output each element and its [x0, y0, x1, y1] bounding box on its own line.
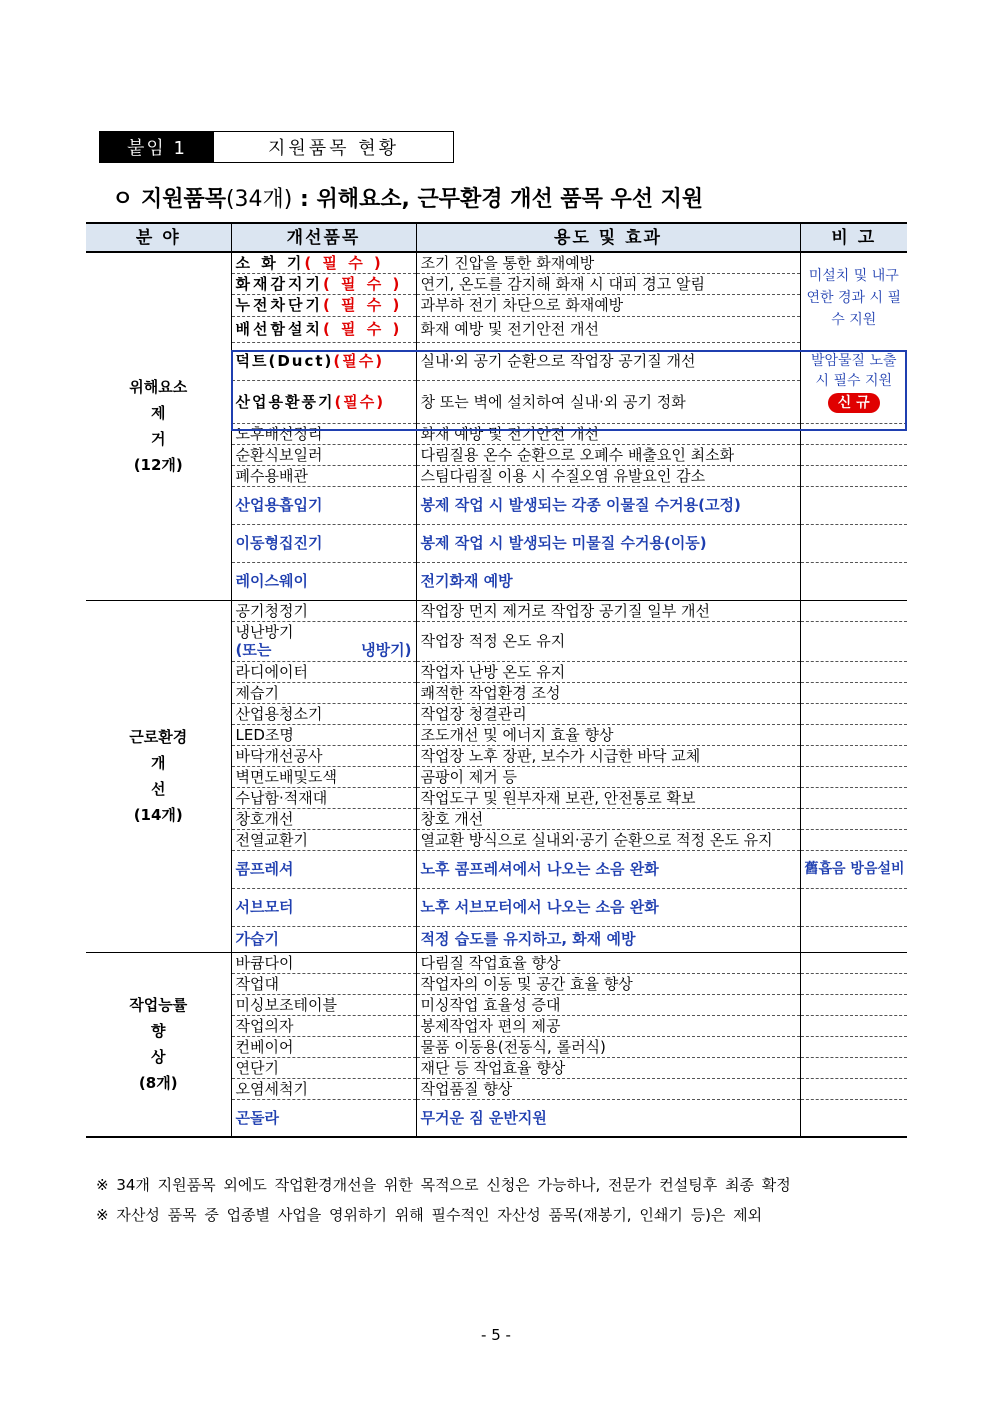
- use-cell: 열교환 방식으로 실내외·공기 순환으로 적정 온도 유지: [416, 829, 800, 850]
- item-name: 폐수용배관: [235, 466, 308, 485]
- item-cell: [231, 973, 416, 994]
- use-cell: 다림질용 온수 순환으로 오폐수 배출요인 최소화: [416, 444, 800, 465]
- item-cell: [231, 787, 416, 808]
- attachment-label: [99, 131, 454, 163]
- note-cell: [800, 973, 907, 994]
- table-row: [86, 952, 907, 973]
- items-table: [86, 222, 907, 1138]
- note-cell: [800, 1057, 907, 1078]
- item-name: 화재감지기: [235, 274, 323, 293]
- use-cell: 창호 개선: [416, 808, 800, 829]
- note-cell: [800, 808, 907, 829]
- item-name: 가습기: [235, 930, 279, 948]
- category-count: (8개): [138, 1074, 178, 1093]
- item-cell: [231, 724, 416, 745]
- category-cell: [86, 252, 231, 600]
- item-name: 라디에이터: [235, 662, 308, 681]
- item-cell: [231, 600, 416, 621]
- item-name: 제습기: [235, 683, 279, 702]
- item-cell: [231, 1036, 416, 1057]
- item-name: 서브모터: [235, 898, 294, 916]
- item-cell: [231, 423, 416, 444]
- footnote: ※ 34개 지원품목 외에도 작업환경개선을 위한 목적으로 신청은 가능하나, 전문가 컨설팅후 최종 확정: [96, 1176, 791, 1194]
- item-cell: [231, 273, 416, 294]
- item-cell: [231, 808, 416, 829]
- use-cell: 작업장 청결관리: [416, 703, 800, 724]
- item-cell: [231, 380, 416, 423]
- item-cell: [231, 1057, 416, 1078]
- header-note: 비 고: [800, 223, 907, 252]
- use-cell: 봉제 작업 시 발생되는 각종 이물질 수거용(고정): [416, 486, 800, 524]
- item-cell: [231, 745, 416, 766]
- item-name: 전열교환기: [235, 830, 308, 849]
- page-number: - 5 -: [481, 1326, 511, 1344]
- item-name: 산업용환풍기: [235, 392, 335, 411]
- use-cell: 화재 예방 및 전기안전 개선: [416, 316, 800, 342]
- note-cell: [800, 661, 907, 682]
- item-name: 창호개선: [235, 809, 294, 828]
- note-cell: [800, 486, 907, 524]
- use-cell: 봉제작업자 편의 제공: [416, 1015, 800, 1036]
- item-name: 노후배선정리: [235, 424, 323, 443]
- item-name: 컨베이어: [235, 1037, 294, 1056]
- item-cell: [231, 1015, 416, 1036]
- required-tag: (필수): [334, 392, 386, 411]
- item-cell: [231, 316, 416, 342]
- footnotes: [96, 1170, 791, 1230]
- category-line1: 근로환경: [129, 728, 188, 746]
- heading-sub: 위해요소, 근무환경 개선 품목 우선 지원: [316, 187, 704, 212]
- category-count: (14개): [133, 806, 183, 824]
- use-cell: 작업품질 향상: [416, 1078, 800, 1099]
- item-name: 오염세척기: [235, 1079, 308, 1098]
- item-cell: [231, 952, 416, 973]
- item-cell: [231, 850, 416, 888]
- note-cell: [800, 926, 907, 952]
- use-cell: 조도개선 및 에너지 효율 향상: [416, 724, 800, 745]
- required-tag: ( 필 수 ): [322, 296, 403, 314]
- new-badge: 신 규: [828, 393, 880, 413]
- use-cell: 곰팡이 제거 등: [416, 766, 800, 787]
- item-cell: [231, 342, 416, 380]
- item-name: 덕트(Duct): [235, 352, 334, 370]
- item-cell: [231, 524, 416, 562]
- note-cell: [800, 952, 907, 973]
- note-cell: [800, 1099, 907, 1137]
- note-cell: [800, 994, 907, 1015]
- item-cell: [231, 926, 416, 952]
- header-item: 개선품목: [231, 223, 416, 252]
- use-cell: 작업자의 이동 및 공간 효율 향상: [416, 973, 800, 994]
- item-cell: [231, 994, 416, 1015]
- item-cell: [231, 682, 416, 703]
- use-cell: 적정 습도를 유지하고, 화재 예방: [416, 926, 800, 952]
- use-cell: 다림질 작업효율 향상: [416, 952, 800, 973]
- note-cell-dust: [800, 342, 907, 423]
- note-cell: [800, 682, 907, 703]
- category-cell: [86, 600, 231, 952]
- item-name: 산업용청소기: [235, 704, 323, 723]
- use-cell: 재단 등 작업효율 향상: [416, 1057, 800, 1078]
- use-cell: 과부하 전기 차단으로 화재예방: [416, 294, 800, 316]
- use-cell: 화재 예방 및 전기안전 개선: [416, 423, 800, 444]
- note-cell: [800, 562, 907, 600]
- use-cell: 작업장 먼지 제거로 작업장 공기질 일부 개선: [416, 600, 800, 621]
- item-name: 소 화 기: [235, 253, 305, 272]
- note-cell: [800, 1078, 907, 1099]
- item-name-alt: (또는 냉방기): [235, 641, 412, 659]
- item-name: 공기청정기: [235, 601, 308, 620]
- category-cell: [86, 952, 231, 1137]
- note-cell-mandatory: 미설치 및 내구 연한 경과 시 필수 지원: [806, 267, 901, 328]
- use-cell: 무거운 짐 운반지원: [416, 1099, 800, 1137]
- note-dust-text: 발암물질 노출 시 필수 지원: [810, 353, 897, 390]
- note-cell: [800, 787, 907, 808]
- item-name: 연단기: [235, 1058, 279, 1077]
- note-cell: [800, 745, 907, 766]
- note-cell: [800, 621, 907, 661]
- category-line1: 위해요소: [129, 378, 188, 397]
- item-name: 순환식보일러: [235, 445, 323, 464]
- item-name: 바큠다이: [235, 953, 294, 972]
- use-cell: 작업도구 및 원부자재 보관, 안전통로 확보: [416, 787, 800, 808]
- use-cell: 노후 서브모터에서 나오는 소음 완화: [416, 888, 800, 926]
- category-line2: 개 선: [151, 754, 192, 798]
- note-cell: [800, 465, 907, 486]
- note-cell: [800, 766, 907, 787]
- category-count: (12개): [133, 456, 183, 475]
- note-cell: [800, 444, 907, 465]
- use-cell: 봉제 작업 시 발생되는 미물질 수거용(이동): [416, 524, 800, 562]
- item-cell: [231, 486, 416, 524]
- item-name: 수납함·적재대: [235, 788, 328, 807]
- required-tag: ( 필 수 ): [322, 274, 403, 293]
- item-name: 곤돌라: [235, 1108, 279, 1127]
- use-cell: 전기화재 예방: [416, 562, 800, 600]
- attachment-title: 지원품목 현황: [267, 138, 400, 159]
- note-cell: [800, 724, 907, 745]
- item-name: 작업대: [235, 974, 279, 993]
- item-cell: [231, 1078, 416, 1099]
- item-cell: [231, 562, 416, 600]
- use-cell: 실내·외 공기 순환으로 작업장 공기질 개선: [416, 342, 800, 380]
- item-cell: [231, 888, 416, 926]
- category-line1: 작업능률: [129, 996, 188, 1015]
- item-cell: [231, 661, 416, 682]
- item-name: 벽면도배및도색: [235, 767, 337, 786]
- item-name: LED조명: [235, 725, 294, 744]
- item-cell: [231, 829, 416, 850]
- heading-main: 지원품목: [140, 187, 226, 212]
- item-cell: [231, 621, 416, 661]
- use-cell: 스팀다림질 이용 시 수질오염 유발요인 감소: [416, 465, 800, 486]
- attachment-tag: 붙임 1: [100, 132, 214, 162]
- heading-count: (34개): [225, 187, 293, 212]
- required-tag: ( 필 수 ): [304, 253, 384, 272]
- item-cell: [231, 294, 416, 316]
- use-cell: 작업장 적정 온도 유지: [416, 621, 800, 661]
- item-name: 냉난방기: [235, 623, 294, 641]
- note-cell: [800, 600, 907, 621]
- table-row: [86, 600, 907, 621]
- item-cell: [231, 252, 416, 273]
- section-heading: [112, 182, 703, 213]
- item-name: 작업의자: [235, 1016, 294, 1035]
- note-cell: [800, 888, 907, 926]
- use-cell: 미싱작업 효율성 증대: [416, 994, 800, 1015]
- item-cell: [231, 766, 416, 787]
- required-tag: (필수): [333, 352, 385, 370]
- use-cell: 물품 이동용(전동식, 롤러식): [416, 1036, 800, 1057]
- note-cell-noise: 舊흡음 방음설비: [800, 850, 907, 888]
- note-cell: [800, 703, 907, 724]
- category-line2: 제 거: [151, 404, 192, 449]
- required-tag: ( 필 수 ): [322, 320, 403, 338]
- use-cell: 쾌적한 작업환경 조성: [416, 682, 800, 703]
- item-name: 배선함설치: [235, 320, 323, 338]
- item-name: 산업용흡입기: [235, 496, 323, 514]
- table-row: [86, 252, 907, 273]
- header-use: 용도 및 효과: [416, 223, 800, 252]
- use-cell: 작업자 난방 온도 유지: [416, 661, 800, 682]
- item-name: 누전차단기: [235, 296, 323, 314]
- heading-bullet: ㅇ: [112, 187, 134, 212]
- note-cell: [800, 1036, 907, 1057]
- item-cell: [231, 703, 416, 724]
- note-cell: [800, 829, 907, 850]
- item-cell: [231, 444, 416, 465]
- item-name: 미싱보조테이블: [235, 995, 337, 1014]
- item-cell: [231, 1099, 416, 1137]
- use-cell: 노후 콤프레셔에서 나오는 소음 완화: [416, 850, 800, 888]
- item-name: 레이스웨이: [235, 572, 308, 590]
- item-cell: [231, 465, 416, 486]
- heading-separator: :: [292, 187, 317, 212]
- item-name: 이동형집진기: [235, 534, 323, 552]
- use-cell: 연기, 온도를 감지해 화재 시 대피 경고 알림: [416, 273, 800, 294]
- note-cell: [800, 524, 907, 562]
- footnote: ※ 자산성 품목 중 업종별 사업을 영위하기 위해 필수적인 자산성 품목(재봉기, 인쇄기 등)은 제외: [96, 1206, 763, 1224]
- use-cell: 조기 진압을 통한 화재예방: [416, 252, 800, 273]
- item-name: 콤프레셔: [235, 860, 294, 878]
- item-name: 바닥개선공사: [235, 746, 323, 765]
- note-cell: [800, 423, 907, 444]
- use-cell: 창 또는 벽에 설치하여 실내·외 공기 정화: [416, 380, 800, 423]
- use-cell: 작업장 노후 장판, 보수가 시급한 바닥 교체: [416, 745, 800, 766]
- note-cell: [800, 1015, 907, 1036]
- header-category: 분 야: [86, 223, 231, 252]
- category-line2: 향 상: [151, 1022, 192, 1067]
